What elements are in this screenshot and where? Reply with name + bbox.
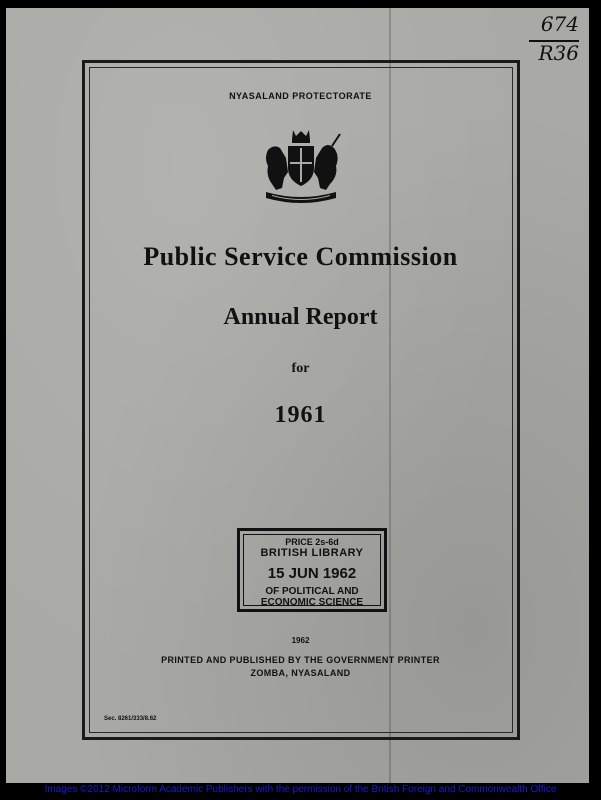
report-title: Public Service Commission <box>143 242 458 271</box>
stamp-institution-line-2: ECONOMIC SCIENCE <box>260 597 364 608</box>
handwritten-reference: R36 <box>538 41 579 65</box>
print-code: Sec. 8261/333/8.62 <box>104 716 157 722</box>
protectorate-heading: NYASALAND PROTECTORATE <box>229 91 372 101</box>
copyright-footer: Images ©2012 Microform Academic Publishers with the permission of the British Foreign and Commonwealth Office <box>44 784 557 795</box>
publisher-place: ZOMBA, NYASALAND <box>250 668 351 678</box>
royal-coat-of-arms-icon <box>258 128 344 206</box>
for-label: for <box>291 361 310 376</box>
stamp-institution-line-1: OF POLITICAL AND <box>265 586 359 597</box>
stamp-library: BRITISH LIBRARY <box>260 547 364 559</box>
stamp-price: PRICE 2s-6d <box>285 537 339 547</box>
handwritten-number: 674 <box>540 12 579 36</box>
stamp-date: 15 JUN 1962 <box>267 565 357 582</box>
report-year: 1961 <box>274 402 327 428</box>
publisher-line: PRINTED AND PUBLISHED BY THE GOVERNMENT PRINTER <box>161 655 440 665</box>
publication-year: 1962 <box>291 636 310 645</box>
library-stamp <box>237 528 387 612</box>
report-subtitle: Annual Report <box>223 304 378 330</box>
